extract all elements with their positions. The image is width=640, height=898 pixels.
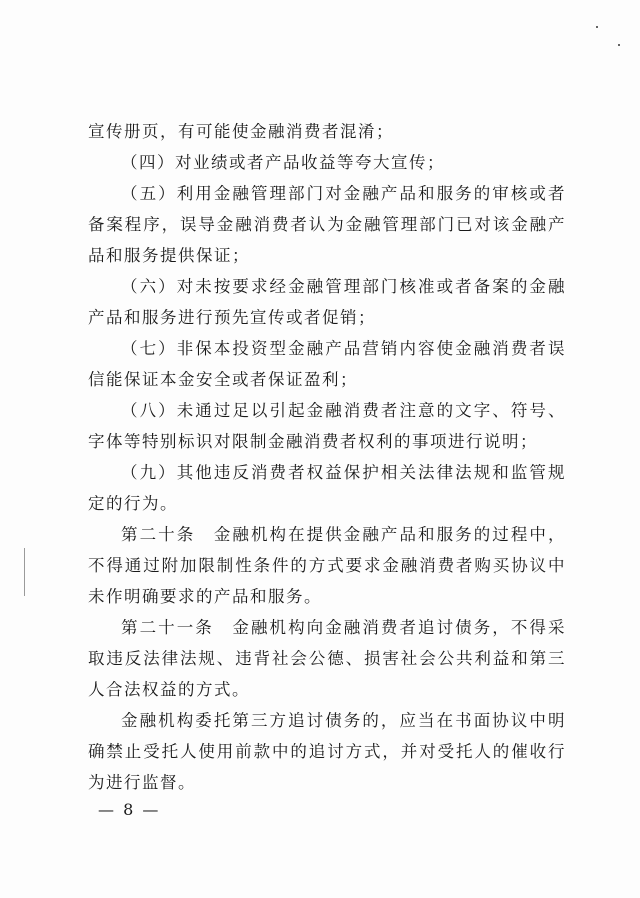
article-paragraph: 第二十一条 金融机构向金融消费者追讨债务，不得采取违反法律法规、违背社会公德、损害社会公共利益和第三人合法权益的方式。 <box>88 618 566 699</box>
paragraph: （四）对业绩或者产品收益等夸大宣传； <box>121 153 445 172</box>
scan-speck <box>618 44 620 46</box>
article-paragraph: 第二十条 金融机构在提供金融产品和服务的过程中，不得通过附加限制性条件的方式要求金融消费者购买协议中未作明确要求的产品和服务。 <box>88 525 566 606</box>
paragraph: （八）未通过足以引起金融消费者注意的文字、符号、字体等特别标识对限制金融消费者权利的事项进行说明； <box>88 401 566 451</box>
margin-mark <box>24 548 25 596</box>
document-body <box>88 116 566 798</box>
paragraph: 宣传册页，有可能使金融消费者混淆； <box>88 122 394 141</box>
paragraph: （七）非保本投资型金融产品营销内容使金融消费者误信能保证本金安全或者保证盈利； <box>88 339 566 389</box>
page-number: — 8 — <box>98 800 161 819</box>
paragraph: 金融机构委托第三方追讨债务的，应当在书面协议中明确禁止受托人使用前款中的追讨方式，并对受托人的催收行为进行监督。 <box>88 711 566 792</box>
scan-speck <box>596 26 598 28</box>
paragraph: （六）对未按要求经金融管理部门核准或者备案的金融产品和服务进行预先宣传或者促销； <box>88 277 566 327</box>
paragraph: （五）利用金融管理部门对金融产品和服务的审核或者备案程序，误导金融消费者认为金融管理部门已对该金融产品和服务提供保证； <box>88 184 566 265</box>
paragraph: （九）其他违反消费者权益保护相关法律法规和监管规定的行为。 <box>88 463 566 513</box>
